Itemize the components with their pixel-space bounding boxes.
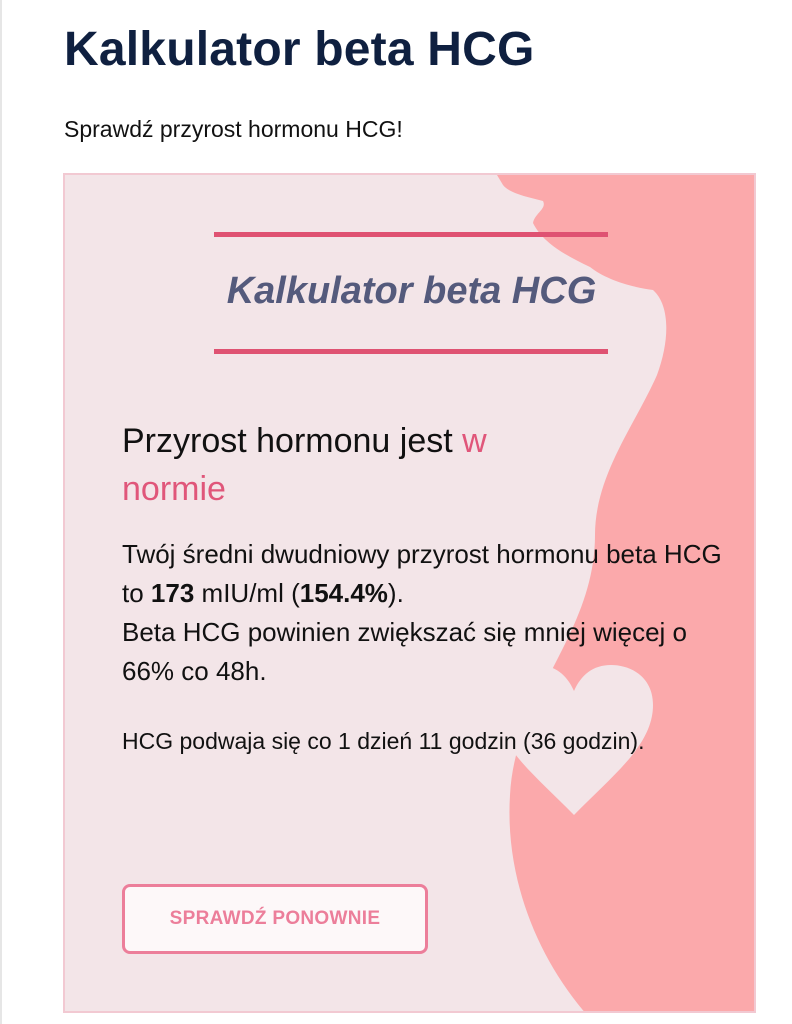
result-status: w normie (122, 422, 487, 508)
card-title: Kalkulator beta HCG (226, 270, 597, 312)
result-text-part1: Twój średni dwudniowy przyrost hormonu beta HCG to (122, 539, 722, 608)
result-description (122, 535, 722, 691)
increase-percent: 154.4% (299, 578, 388, 608)
calculator-result-card (63, 173, 756, 1013)
title-bottom-divider (214, 349, 608, 354)
title-top-divider (214, 232, 608, 237)
result-text-part2: mIU/ml ( (194, 578, 300, 608)
page-title: Kalkulator beta HCG (64, 23, 535, 76)
result-heading-prefix: Przyrost hormonu jest (122, 422, 463, 460)
page-subtitle: Sprawdź przyrost hormonu HCG! (64, 116, 403, 142)
result-text-part3: ). (387, 578, 404, 608)
doubling-time-text: HCG podwaja się co 1 dzień 11 godzin (36 godzin). (122, 728, 645, 754)
result-heading (122, 417, 592, 513)
result-text-norm: Beta HCG powinien zwiększać się mniej więcej o 66% co 48h. (122, 617, 688, 686)
check-again-button[interactable]: SPRAWDŹ PONOWNIE (122, 884, 428, 954)
increase-value: 173 (150, 578, 195, 608)
